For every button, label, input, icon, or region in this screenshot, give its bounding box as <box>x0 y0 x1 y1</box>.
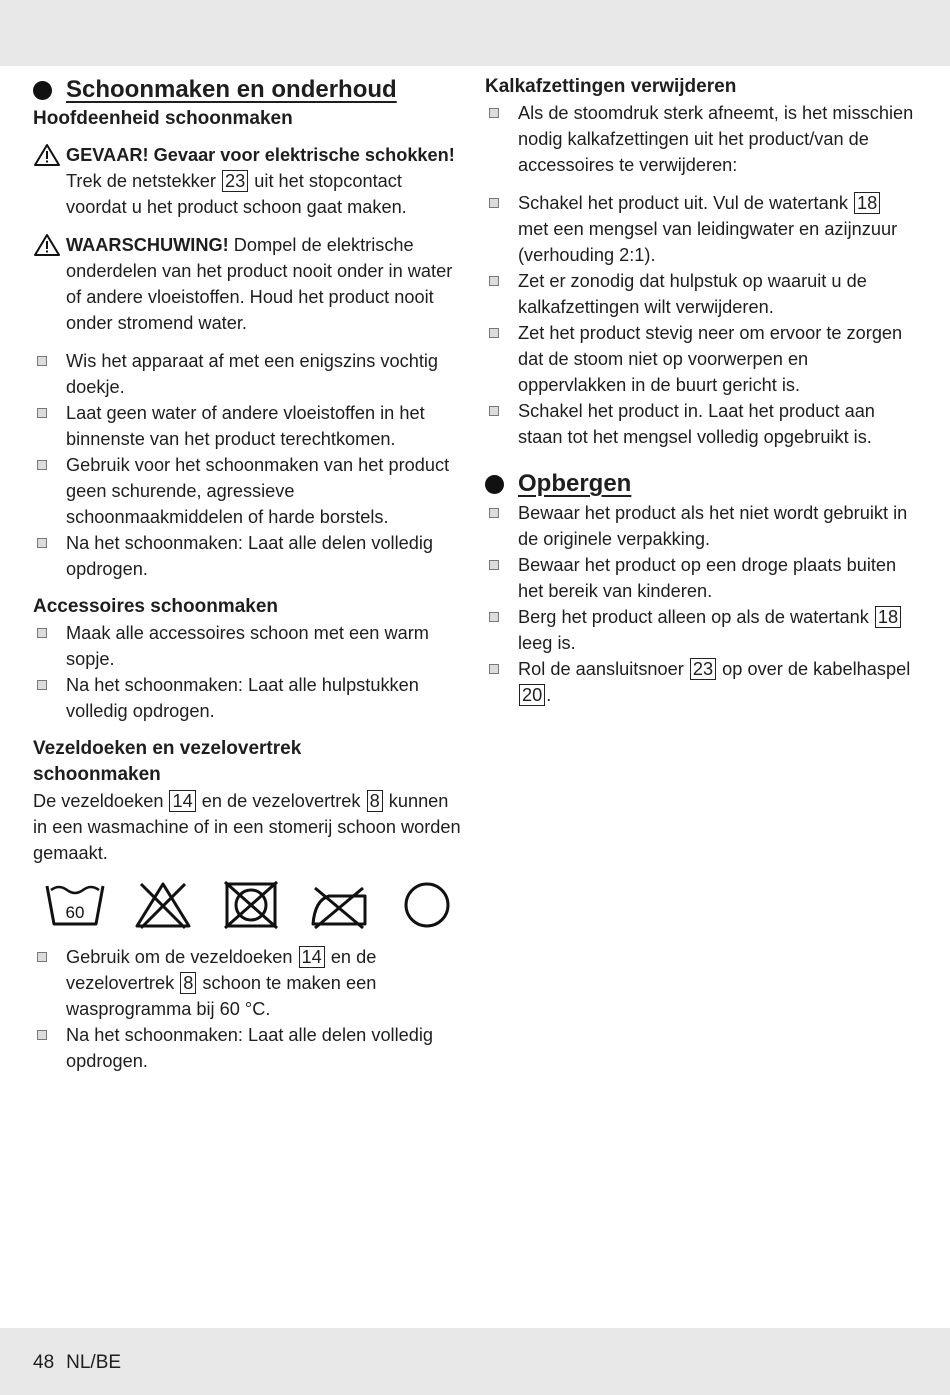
warning-triangle-icon <box>33 233 61 257</box>
fiber-cloths-paragraph: De vezeldoeken 14 en de vezelovertrek 8 kunnen in een wasmachine of in een stomerij schoon worden gemaakt. <box>33 791 461 863</box>
bullet-dot-icon <box>33 81 52 100</box>
storage-list <box>485 500 915 708</box>
list-item: Als de stoomdruk sterk afneemt, is het misschien nodig kalkafzettingen uit het product/van de accessoires te verwijderen: <box>485 100 915 178</box>
list-item: Rol de aansluitsnoer 23 op over de kabelhaspel 20 . <box>485 656 915 708</box>
warning-triangle-icon <box>33 143 61 167</box>
square-bullet-icon <box>37 1030 47 1040</box>
accessories-list <box>33 620 463 724</box>
professional-cleaning-icon <box>397 880 457 930</box>
warning-text: Dompel de elektrische onderdelen van het product nooit onder in water of andere vloeistoffen. Houd het product nooit onder stromend water. <box>66 235 453 333</box>
right-column <box>485 74 915 708</box>
descaling-steps-list <box>485 190 915 450</box>
list-item: Gebruik om de vezeldoeken 14 en de vezelovertrek 8 schoon te maken een wasprogramma bij 60 °C. <box>33 944 463 1022</box>
subheading-fiber-cloths: Vezeldoeken en vezelovertrek schoonmaken <box>33 738 302 785</box>
part-ref: 20 <box>519 684 545 706</box>
square-bullet-icon <box>37 408 47 418</box>
subheading-accessories: Accessoires schoonmaken <box>33 596 279 617</box>
square-bullet-icon <box>489 508 499 518</box>
descaling-intro-list <box>485 100 915 178</box>
no-tumble-dry-icon <box>221 880 281 930</box>
square-bullet-icon <box>37 680 47 690</box>
care-symbols <box>33 880 463 930</box>
part-ref: 14 <box>299 946 325 968</box>
list-item: Zet het product stevig neer om ervoor te zorgen dat de stoom niet op voorwerpen en oppervlakken in de buurt gericht is. <box>485 320 915 398</box>
subheading-descaling: Kalkafzettingen verwijderen <box>485 76 737 97</box>
list-item: Zet er zonodig dat hulpstuk op waaruit u de kalkafzettingen wilt verwijderen. <box>485 268 915 320</box>
danger-text-end: uit het stopcontact voordat u het product schoon gaat maken. <box>66 171 407 217</box>
main-unit-list <box>33 348 463 582</box>
page-footer <box>33 1352 133 1374</box>
subheading-main-unit: Hoofdeenheid schoonmaken <box>33 108 293 129</box>
square-bullet-icon <box>37 538 47 548</box>
list-item: Na het schoonmaken: Laat alle delen volledig opdrogen. <box>33 530 463 582</box>
list-item: Maak alle accessoires schoon met een warm sopje. <box>33 620 463 672</box>
part-ref: 8 <box>367 790 383 812</box>
square-bullet-icon <box>489 198 499 208</box>
square-bullet-icon <box>489 612 499 622</box>
square-bullet-icon <box>37 356 47 366</box>
header-band <box>0 0 950 66</box>
danger-text: Trek de netstekker <box>66 171 221 191</box>
square-bullet-icon <box>37 952 47 962</box>
section-title: Schoonmaken en onderhoud <box>66 76 397 103</box>
section-heading-storage <box>485 468 915 500</box>
danger-label: GEVAAR! Gevaar voor elektrische schokken! <box>66 145 455 165</box>
section-title: Opbergen <box>518 470 632 497</box>
page-number: 48 <box>33 1352 55 1373</box>
section-heading-cleaning <box>33 74 463 106</box>
square-bullet-icon <box>37 460 47 470</box>
list-item: Bewaar het product op een droge plaats buiten het bereik van kinderen. <box>485 552 915 604</box>
no-bleach-icon <box>133 880 193 930</box>
wash-60-icon <box>45 880 105 930</box>
fiber-cloths-list <box>33 944 463 1074</box>
square-bullet-icon <box>489 560 499 570</box>
part-ref: 18 <box>854 192 880 214</box>
list-item: Wis het apparaat af met een enigszins vochtig doekje. <box>33 348 463 400</box>
part-ref: 8 <box>180 972 196 994</box>
part-ref: 18 <box>875 606 901 628</box>
part-ref: 23 <box>222 170 248 192</box>
list-item: Laat geen water of andere vloeistoffen in het binnenste van het product terechtkomen. <box>33 400 463 452</box>
list-item: Bewaar het product als het niet wordt gebruikt in de originele verpakking. <box>485 500 915 552</box>
square-bullet-icon <box>489 406 499 416</box>
list-item: Schakel het product uit. Vul de watertank 18 met een mengsel van leidingwater en azijnzuur (verhouding 2:1). <box>485 190 915 268</box>
list-item: Gebruik voor het schoonmaken van het product geen schurende, agressieve schoonmaakmiddelen of harde borstels. <box>33 452 463 530</box>
square-bullet-icon <box>489 276 499 286</box>
footer-band <box>0 1328 950 1395</box>
list-item: Na het schoonmaken: Laat alle delen volledig opdrogen. <box>33 1022 463 1074</box>
warning-notice <box>33 232 463 336</box>
no-iron-icon <box>309 880 369 930</box>
square-bullet-icon <box>37 628 47 638</box>
wash-temperature: 60 <box>65 903 85 922</box>
part-ref: 14 <box>169 790 195 812</box>
square-bullet-icon <box>489 108 499 118</box>
part-ref: 23 <box>690 658 716 680</box>
list-item: Schakel het product in. Laat het product aan staan tot het mengsel volledig opgebruikt is. <box>485 398 915 450</box>
danger-notice <box>33 142 463 220</box>
square-bullet-icon <box>489 664 499 674</box>
left-column <box>33 74 463 1074</box>
list-item: Berg het product alleen op als de watertank 18 leeg is. <box>485 604 915 656</box>
bullet-dot-icon <box>485 475 504 494</box>
warning-label: WAARSCHUWING! <box>66 235 229 255</box>
square-bullet-icon <box>489 328 499 338</box>
locale-label: NL/BE <box>66 1352 122 1373</box>
list-item: Na het schoonmaken: Laat alle hulpstukken volledig opdrogen. <box>33 672 463 724</box>
